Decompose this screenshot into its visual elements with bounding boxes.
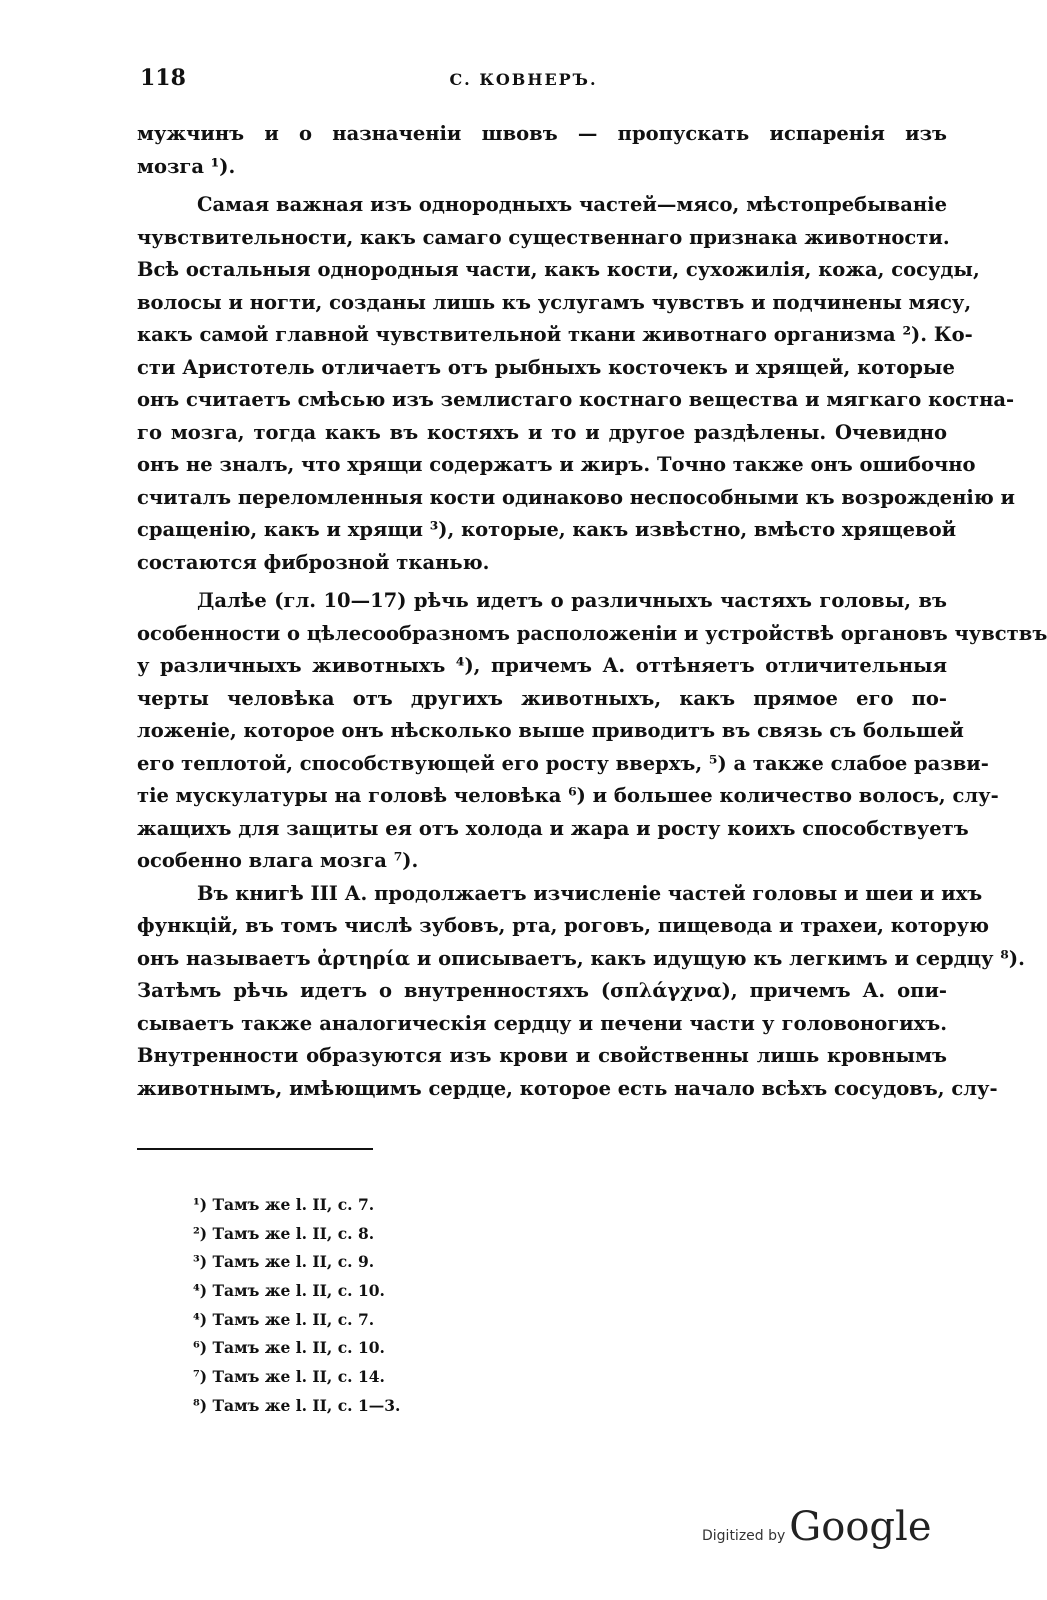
body-line: какъ самой главной чувствительной ткани животнаго организма ²). Ко- [137,323,973,346]
digitized-watermark [702,1504,931,1554]
footnote: ³) Тамъ же l. II, с. 9. [193,1252,375,1272]
body-line: чувствительности, какъ самаго существеннаго признака животности. [137,225,950,249]
body-line: ложеніе, которое онъ нѣсколько выше приводитъ въ связь съ большей [137,719,964,742]
body-line: онъ называетъ ἀρτηρία и описываетъ, какъ идущую къ легкимъ и сердцу ⁸). [137,946,1025,970]
footnote: ¹) Тамъ же l. II, с. 7. [193,1195,375,1214]
body-line: Всѣ остальныя однородныя части, какъ кости, сухожилія, кожа, сосуды, [137,258,980,281]
body-line: онъ не зналъ, что хрящи содержатъ и жиръ. Точно также онъ ошибочно [137,453,976,476]
body-line: мозга ¹). [137,154,236,178]
footnote: ⁷) Тамъ же l. II, с. 14. [193,1367,385,1387]
body-line: состаются фиброзной тканью. [137,550,490,574]
body-line: Внутренности образуются изъ крови и свойственны лишь кровнымъ [137,1044,947,1067]
running-head: С. КОВНЕРЪ. [449,70,598,89]
body-line: считалъ переломленныя кости одинаково неспособными къ возрожденію и [137,485,1016,509]
body-line: его теплотой, способствующей его росту вверхъ, ⁵) а также слабое разви- [137,751,989,775]
footnote-divider [137,1148,373,1150]
body-line: мужчинъ и о назначеніи швовъ — пропускать испаренія изъ [137,122,947,145]
footnote: ⁴) Тамъ же l. II, с. 10. [193,1281,385,1301]
page-number: 118 [140,65,186,91]
body-line: особенности о цѣлесообразномъ расположеніи и устройствѣ органовъ чувствъ [137,621,1047,645]
body-line: сти Аристотель отличаетъ отъ рыбныхъ косточекъ и хрящей, которые [137,355,955,379]
body-line: Самая важная изъ однородныхъ частей—мясо, мѣстопребываніе [197,193,947,216]
footnote: ⁶) Тамъ же l. II, с. 10. [193,1338,385,1358]
body-text [137,118,1047,1105]
footnote: ²) Тамъ же l. II, с. 8. [193,1223,375,1243]
body-line: Въ книгѣ III А. продолжаетъ изчисленіе частей головы и шеи и ихъ [197,881,983,905]
body-line: Далѣе (гл. 10—17) рѣчь идетъ о различныхъ частяхъ головы, въ [197,589,947,612]
body-line: животнымъ, имѣющимъ сердце, которое есть начало всѣхъ сосудовъ, слу- [137,1076,998,1100]
body-line: тіе мускулатуры на головѣ человѣка ⁶) и большее количество волосъ, слу- [137,784,999,807]
footnotes [193,1191,400,1421]
body-line: го мозга, тогда какъ въ костяхъ и то и другое раздѣлены. Очевидно [137,420,947,444]
body-line: сращенію, какъ и хрящи ³), которые, какъ извѣстно, вмѣсто хрящевой [137,518,957,541]
body-line: сываетъ также аналогическія сердцу и печени части у головоногихъ. [137,1011,947,1035]
body-line: Затѣмъ рѣчь идетъ о внутренностяхъ (σπλάγχνα), причемъ А. опи- [137,979,947,1002]
google-logo: Google [789,1504,932,1550]
footnote: ⁸) Тамъ же l. II, с. 1—3. [193,1395,401,1415]
body-line: волосы и ногти, созданы лишь къ услугамъ чувствъ и подчинены мясу, [137,290,972,314]
footnote: ⁴) Тамъ же l. II, с. 7. [193,1309,375,1329]
body-line: у различныхъ животныхъ ⁴), причемъ А. оттѣняетъ отличительныя [137,654,947,677]
body-line: онъ считаетъ смѣсью изъ землистаго костнаго вещества и мягкаго костна- [137,388,1015,411]
body-line: функцій, въ томъ числѣ зубовъ, рта, роговъ, пищевода и трахеи, которую [137,914,990,937]
body-line: особенно влага мозга ⁷). [137,849,419,872]
body-line: жащихъ для защиты ея отъ холода и жара и росту коихъ способствуетъ [137,816,969,840]
body-line: черты человѣка отъ другихъ животныхъ, какъ прямое его по- [137,686,947,710]
watermark-prefix: Digitized by [702,1528,786,1544]
